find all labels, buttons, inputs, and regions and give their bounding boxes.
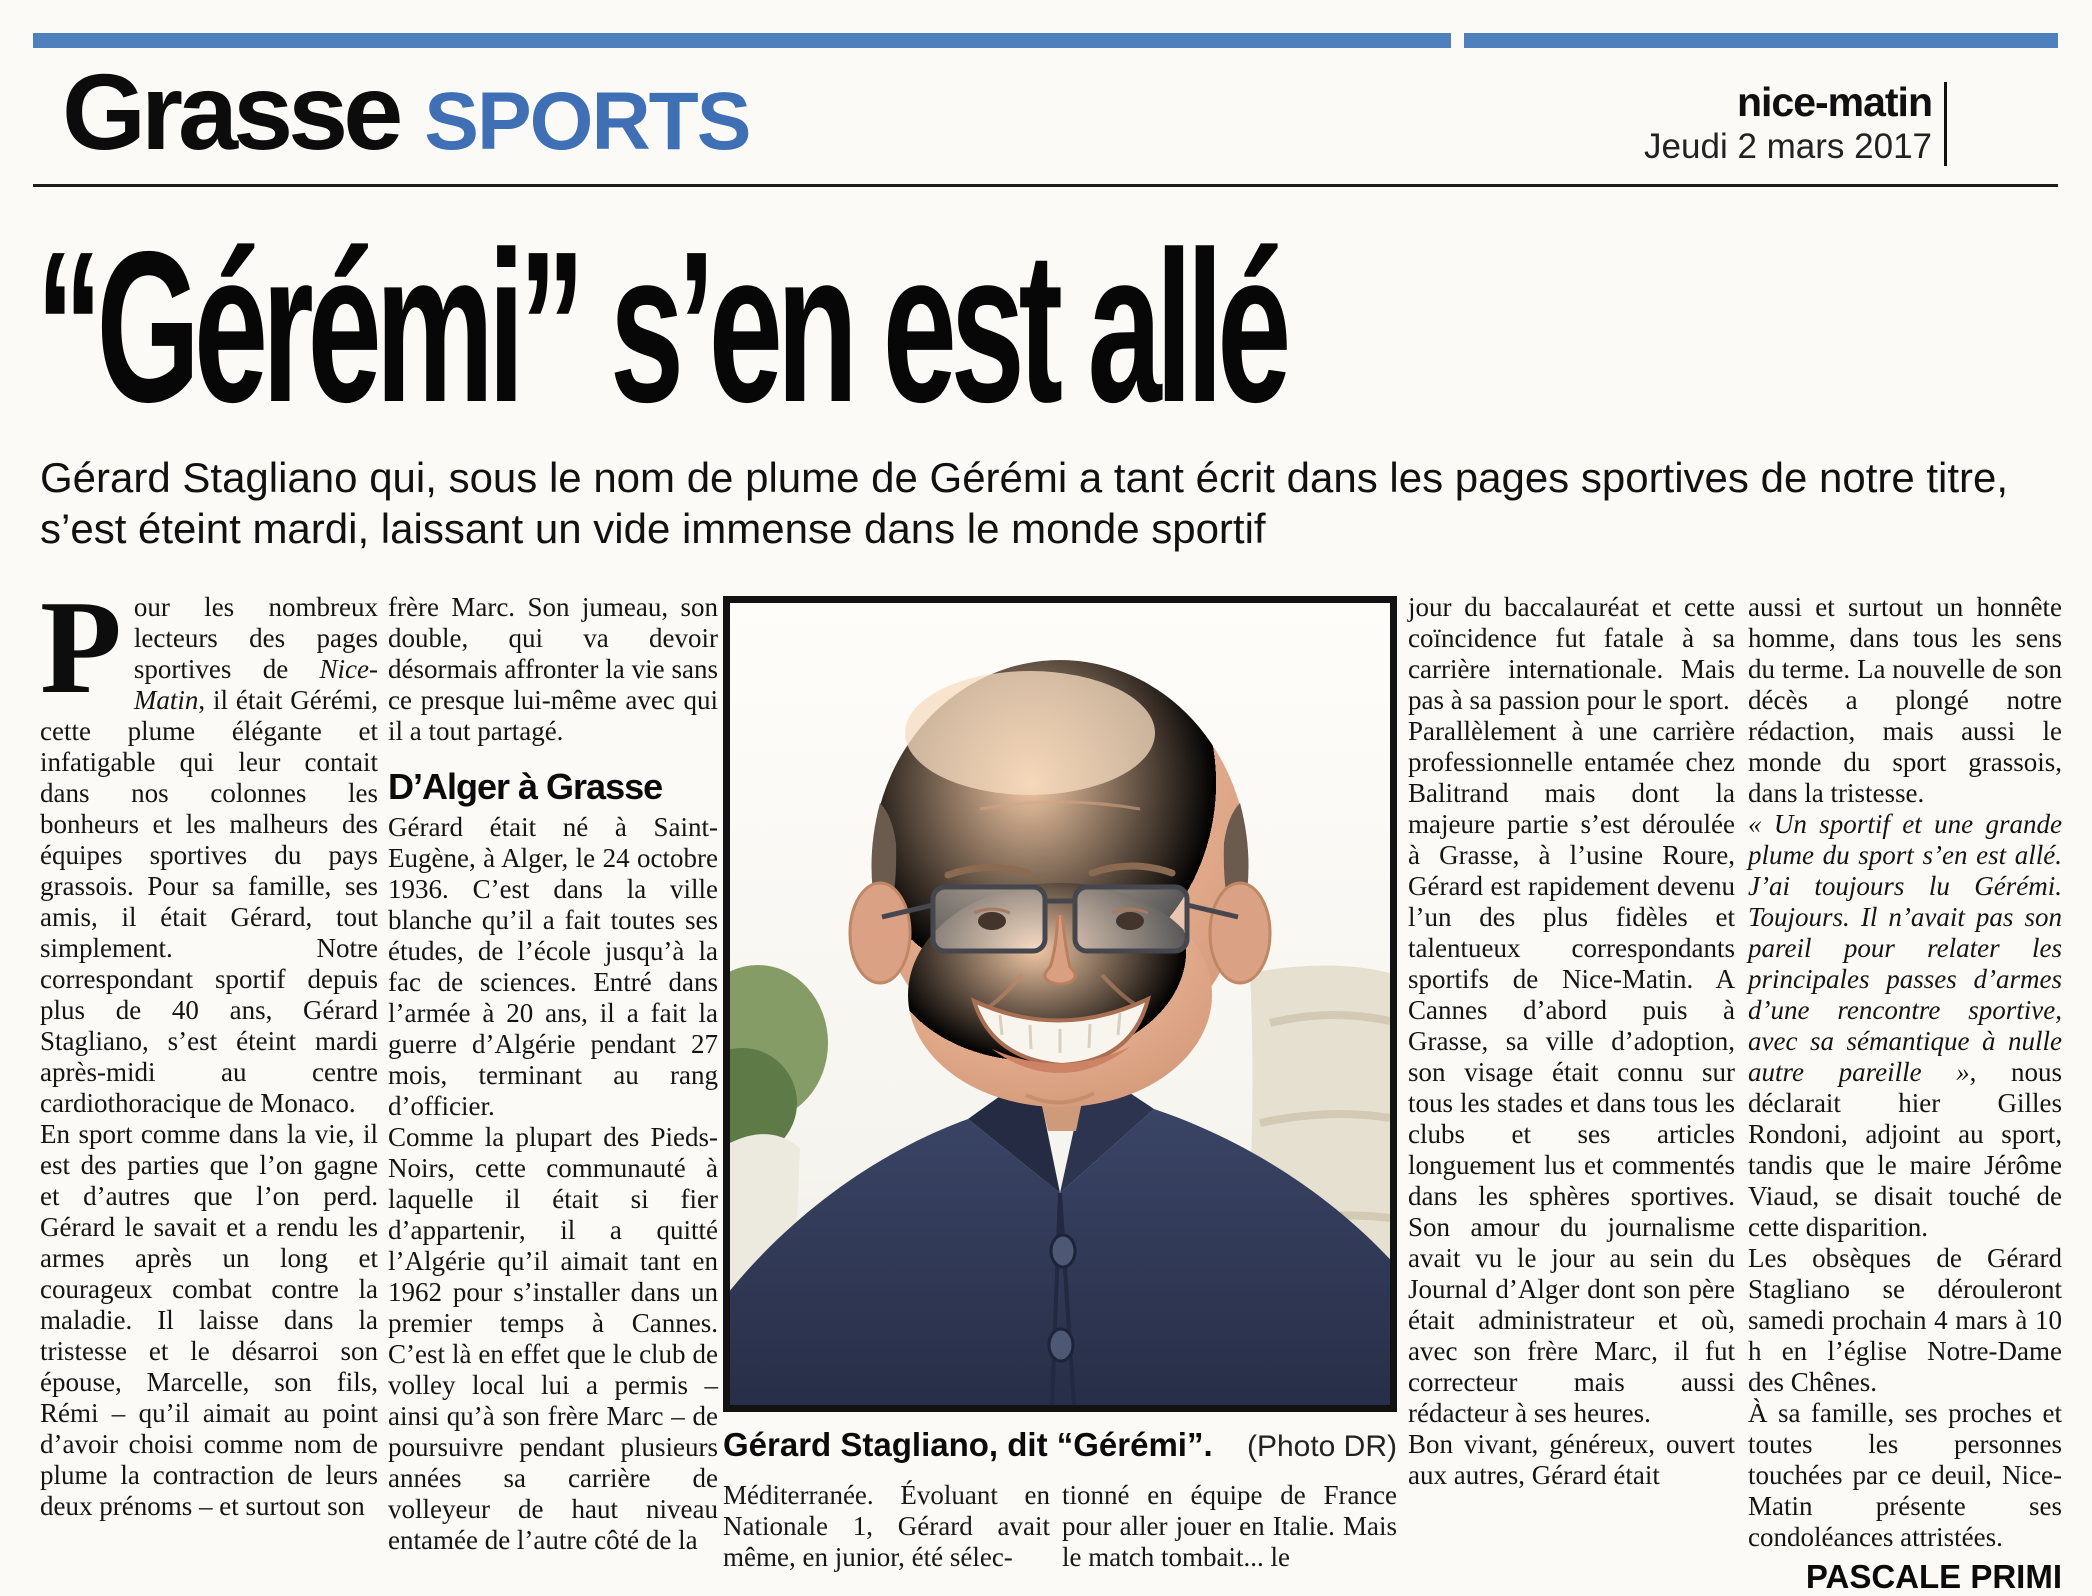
photo-credit: (Photo DR)	[1246, 1430, 1397, 1463]
brand-vertical-rule	[1944, 82, 1947, 166]
top-accent-bar-left	[33, 33, 1451, 48]
article-column-3b: tionné en équipe de France pour aller jouer en Italie. Mais le match tombait... le	[1062, 1480, 1397, 1572]
article-column-5	[1748, 592, 2063, 1595]
section-crosshead: D’Alger à Grasse	[388, 766, 663, 807]
article-headline: “Gérémi” s’en est allé	[36, 206, 1286, 447]
paragraph: À sa famille, ses proches et toutes les personnes touchées par ce deuil, Nice-Matin présente ses condoléances attristées.	[1748, 1398, 2062, 1552]
paragraph: aussi et surtout un honnête homme, dans tous les sens du terme. La nouvelle de son décès a plongé notre rédaction, mais aussi le monde du sport grassois, dans la tristesse.	[1748, 592, 2062, 808]
edition-date: Jeudi 2 mars 2017	[1644, 127, 1932, 167]
paragraph: Les obsèques de Gérard Stagliano se dérouleront samedi prochain 4 mars à 10 h en l’église Notre-Dame des Chênes.	[1748, 1243, 2062, 1397]
paragraph: En sport comme dans la vie, il est des parties que l’on gagne et d’autres que l’on perd. Gérard le savait et a rendu les armes après un long et courageux combat contre la maladie. Il laisse dans la tristesse et le désarroi son épouse, Marcelle, son fils, Rémi – qu’il aimait au point d’avoir choisi comme nom de plume la contraction de leurs deux prénoms – et surtout son	[40, 1119, 378, 1521]
paragraph: Bon vivant, généreux, ouvert aux autres, Gérard était	[1408, 1429, 1735, 1490]
portrait-photo	[723, 596, 1397, 1412]
paragraph: jour du baccalauréat et cette coïncidence fut fatale à sa carrière internationale. Mais pas à sa passion pour le sport.	[1408, 592, 1735, 715]
paragraph: Comme la plupart des Pieds-Noirs, cette communauté à laquelle il était si fier d’appartenir, il a quitté l’Algérie qu’il aimait tant en 1962 pour s’installer dans un premier temps à Cannes. C’est là en effet que le club de volley local lui a permis – ainsi qu’à son frère Marc – de poursuivre pendant plusieurs années sa carrière de volleyeur de haut niveau entamée de l’autre côté de la	[388, 1122, 718, 1555]
article-column-4	[1408, 592, 1735, 1491]
section-subtitle: SPORTS	[424, 76, 750, 167]
masthead	[62, 51, 750, 172]
article-column-3: Méditerranée. Évoluant en Nationale 1, Gérard avait même, en junior, été sélec-	[723, 1480, 1050, 1572]
photo-caption: Gérard Stagliano, dit “Gérémi”.	[723, 1426, 1213, 1463]
portrait-photo-illustration	[730, 603, 1390, 1405]
author-byline: PASCALE PRIMI	[1805, 1558, 2062, 1595]
paragraph: Pour les nombreux lecteurs des pages sportives de Nice-Matin, il était Gérémi, cette plume élégante et infatigable qui leur contait dans nos colonnes les bonheurs et les malheurs des équipes sportives du pays grassois. Pour sa famille, ses amis, il était Gérard, tout simplement. Notre correspondant sportif depuis plus de 40 ans, Gérard Stagliano, s’est éteint mardi après-midi au centre cardiothoracique de Monaco.	[40, 573, 378, 1118]
header-horizontal-rule	[33, 184, 2058, 187]
paragraph: Gérard était né à Saint-Eugène, à Alger, le 24 octobre 1936. C’est dans la ville blanche qu’il a fait toutes ses études, de l’école jusqu’à la fac de sciences. Entré dans l’armée à 20 ans, il a fait la guerre d’Algérie pendant 27 mois, terminant au rang d’officier.	[388, 812, 718, 1121]
paragraph: frère Marc. Son jumeau, son double, qui va devoir désormais affronter la vie sans ce presque lui-même avec qui il a tout partagé.	[388, 592, 718, 746]
pull-quote: « Un sportif et une grande plume du sport s’en est allé. J’ai toujours lu Gérémi. Toujours. Il n’avait pas son pareil pour relater les principales passes d’armes d’une rencontre sportive, avec sa sémantique à nulle autre pareille »	[1748, 809, 2062, 1087]
drop-cap: P	[40, 573, 122, 721]
brand-block	[1500, 80, 1932, 167]
quote-attribution: , nous déclarait hier Gilles Rondoni, adjoint au sport, tandis que le maire Jérôme Viaud, se disait touché de cette disparition.	[1748, 1057, 2063, 1242]
top-accent-bar-right	[1464, 33, 2058, 48]
photo-caption-row	[723, 1426, 1397, 1464]
article-column-2	[388, 592, 718, 1556]
article-standfirst: Gérard Stagliano qui, sous le nom de plume de Gérémi a tant écrit dans les pages sportives de notre titre, s’est éteint mardi, laissant un vide immense dans le monde sportif	[40, 454, 2009, 553]
article-column-1	[40, 573, 378, 1522]
italic-title-mention: Nice-Matin	[133, 654, 378, 715]
section-title: Grasse	[62, 51, 399, 172]
paragraph: Parallèlement à une carrière professionnelle entamée chez Balitrand mais dont la majeure partie s’est déroulée à Grasse, à l’usine Roure, Gérard est rapidement devenu l’un des plus fidèles et talentueux correspondants sportifs de Nice-Matin. A Cannes d’abord puis à Grasse, sa ville d’adoption, son visage était connu sur tous les stades et dans tous les clubs et ses articles longuement lus et commentés dans les sphères sportives. Son amour du journalisme avait vu le jour au sein du Journal d’Alger dont son père était administrateur et où, avec son frère Marc, il fut correcteur mais aussi rédacteur à ses heures.	[1408, 716, 1735, 1428]
quote-paragraph	[1748, 809, 2062, 1243]
brand-name: nice-matin	[1736, 79, 1932, 125]
